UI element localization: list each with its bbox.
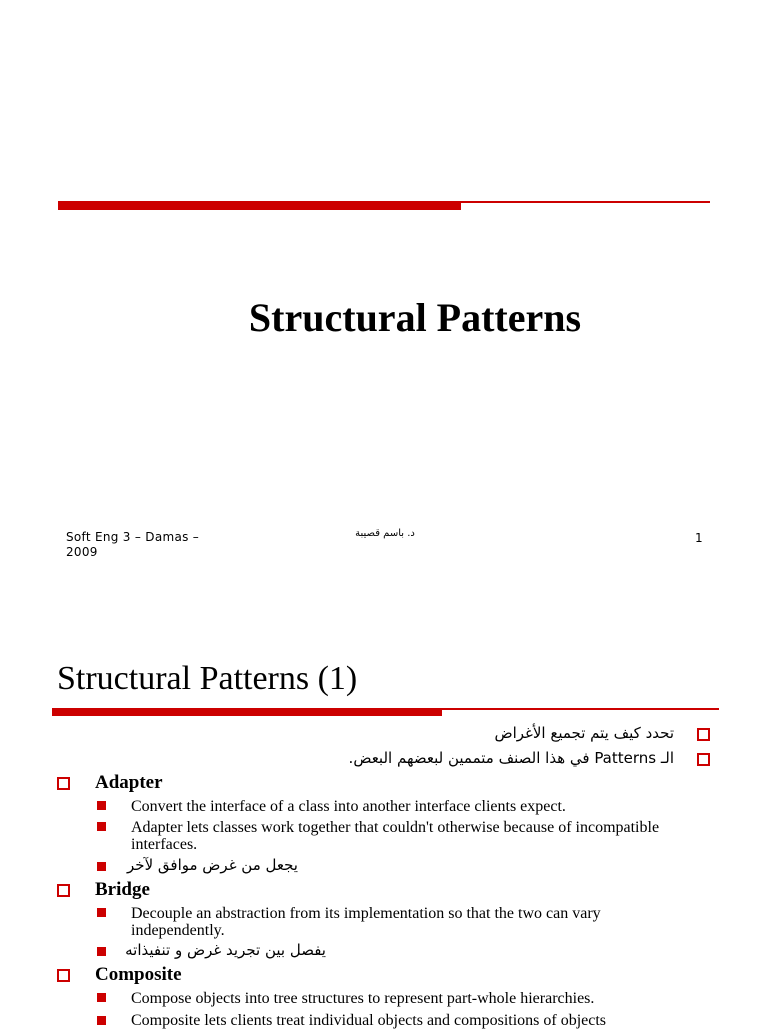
- bullet-filled-icon: [97, 908, 106, 917]
- slide-title: Structural Patterns: [248, 295, 582, 340]
- bullet-square-icon: [697, 728, 710, 741]
- pattern-heading-bridge: Bridge: [95, 879, 150, 900]
- bullet-square-icon: [57, 777, 70, 790]
- title-rule-thin: [461, 201, 710, 203]
- bullet-filled-icon: [97, 947, 106, 956]
- composite-item-1: Compose objects into tree structures to represent part-whole hierarchies.: [131, 990, 595, 1007]
- adapter-item-2: Adapter lets classes work together that couldn't otherwise because of incompatible interfaces.: [131, 819, 660, 853]
- title-rule-thick: [52, 708, 442, 716]
- bullet-filled-icon: [97, 862, 106, 871]
- bridge-item-arabic: يفصل بين تجريد غرض و تنفيذاته: [125, 941, 326, 959]
- bullet-square-icon: [697, 753, 710, 766]
- adapter-item-1: Convert the interface of a class into another interface clients expect.: [131, 798, 566, 815]
- bridge-item-1: Decouple an abstraction from its implementation so that the two can vary independently.: [131, 905, 601, 939]
- pattern-heading-composite: Composite: [95, 964, 182, 985]
- bullet-filled-icon: [97, 822, 106, 831]
- title-rule-thin: [442, 708, 719, 710]
- intro-line-1: تحدد كيف يتم تجميع الأغراض: [494, 724, 674, 742]
- page-number: 1: [695, 531, 703, 545]
- slide-title: Structural Patterns (1): [57, 660, 358, 697]
- title-rule-thick: [58, 201, 461, 210]
- bullet-filled-icon: [97, 993, 106, 1002]
- footer-course: Soft Eng 3 – Damas – 2009: [66, 530, 200, 559]
- composite-item-2: Composite lets clients treat individual objects and compositions of objects: [131, 1012, 607, 1029]
- pattern-heading-adapter: Adapter: [95, 772, 163, 793]
- footer-author: د. باسم قصيبة: [355, 528, 415, 539]
- bullet-square-icon: [57, 884, 70, 897]
- bullet-filled-icon: [97, 801, 106, 810]
- bullet-square-icon: [57, 969, 70, 982]
- intro-line-2: الـ Patterns في هذا الصنف متممين لبعضهم البعض.: [348, 749, 674, 767]
- adapter-item-arabic: يجعل من غرض موافق لآخر: [127, 856, 298, 874]
